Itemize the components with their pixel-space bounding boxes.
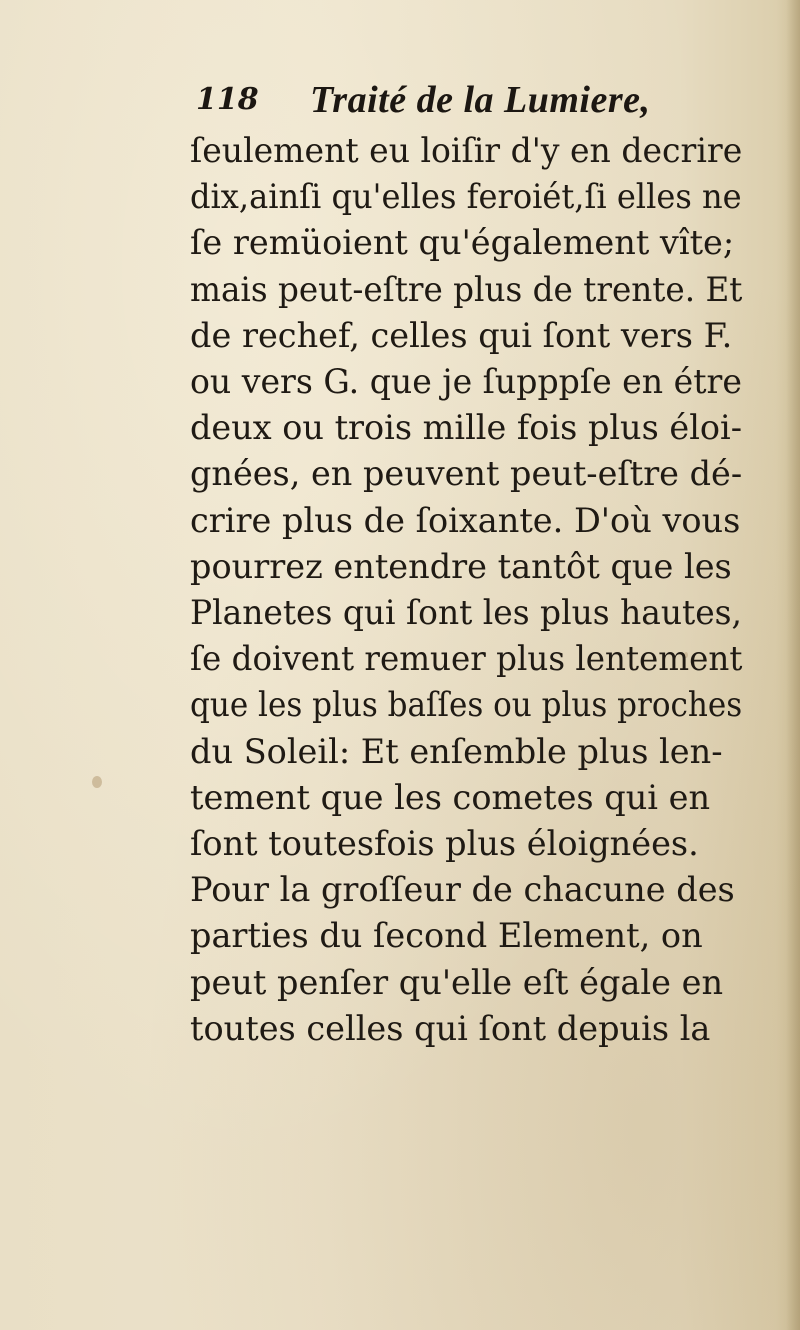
text-line: mais peut-eſtre plus de trente. Et: [190, 269, 743, 310]
text-line: ſont toutesfois plus éloignées.: [190, 824, 699, 865]
text-line: ou vers G. que je ſupppſe en étre: [190, 362, 742, 403]
text-line: dix,ainſi qu'elles feroiét,ſi elles ne: [190, 177, 742, 218]
foxing-spot: [92, 776, 102, 788]
text-line: Planetes qui ſont les plus hautes,: [190, 593, 742, 634]
text-line: toutes celles qui ſont depuis la: [190, 1008, 711, 1049]
page-header: [196, 78, 666, 128]
text-line: ſe doivent remuer plus lentement: [190, 639, 743, 680]
text-line: gnées, en peuvent peut-eſtre dé-: [190, 454, 743, 495]
text-line: ſe remüoient qu'également vîte;: [190, 223, 735, 264]
text-line: que les plus baſſes ou plus proches: [190, 685, 743, 726]
running-title: Traité de la Lumiere,: [310, 79, 651, 121]
text-line: crire plus de ſoixante. D'où vous: [190, 500, 741, 541]
body-text: [190, 128, 750, 1052]
text-line: de rechef, celles qui ſont vers F.: [190, 315, 733, 356]
text-line: peut penſer qu'elle eſt égale en: [190, 962, 724, 1003]
text-line: du Soleil: Et enſemble plus len-: [190, 731, 723, 772]
text-line: parties du ſecond Element, on: [190, 916, 703, 957]
text-line: pourrez entendre tantôt que les: [190, 546, 732, 587]
page-edge-shadow: [786, 0, 800, 1330]
page-number: 118: [196, 82, 259, 117]
text-line: tement que les cometes qui en: [190, 777, 711, 818]
text-line: Pour la groſſeur de chacune des: [190, 870, 735, 911]
text-line: ſeulement eu loiſir d'y en decrire: [190, 131, 743, 171]
text-line: deux ou trois mille fois plus éloi-: [190, 408, 743, 449]
